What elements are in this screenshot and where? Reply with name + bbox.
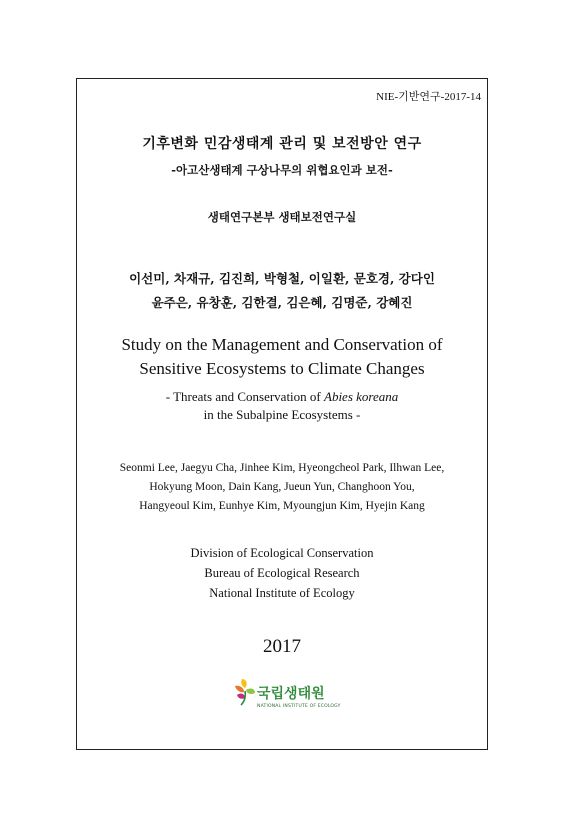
- organization-line-3: National Institute of Ecology: [209, 586, 355, 600]
- organization-line-1: Division of Ecological Conservation: [190, 546, 374, 560]
- english-subtitle-line-1: [77, 389, 487, 405]
- korean-authors-line-1: 이선미, 차재규, 김진희, 박형철, 이일환, 문호경, 강다인: [129, 271, 435, 286]
- english-title-line-2: Sensitive Ecosystems to Climate Changes: [139, 359, 425, 378]
- korean-authors-line-2: 윤주은, 유창훈, 김한결, 김은혜, 김명준, 강혜진: [151, 295, 413, 310]
- publication-year: 2017: [263, 636, 301, 657]
- english-authors-line-2: Hokyung Moon, Dain Kang, Jueun Yun, Changhoon You,: [149, 481, 415, 493]
- leaf-logo-icon: [233, 677, 257, 707]
- english-authors-line-3: Hangyeoul Kim, Eunhye Kim, Myoungjun Kim, Hyejin Kang: [139, 500, 425, 512]
- korean-title: 기후변화 민감생태계 관리 및 보전방안 연구: [142, 136, 422, 152]
- english-subtitle-line-2: in the Subalpine Ecosystems -: [203, 407, 361, 422]
- logo-name-english: NATIONAL INSTITUTE OF ECOLOGY: [257, 704, 341, 709]
- institute-logo: [233, 673, 343, 719]
- organization-line-2: Bureau of Ecological Research: [204, 566, 360, 580]
- english-subtitle-prefix: - Threats and Conservation of: [165, 389, 324, 404]
- korean-subtitle: -아고산생태계 구상나무의 위협요인과 보전-: [171, 163, 393, 177]
- english-title-line-1: Study on the Management and Conservation of: [121, 335, 443, 354]
- korean-division: 생태연구본부 생태보전연구실: [207, 210, 357, 224]
- english-subtitle-species: Abies koreana: [324, 389, 399, 404]
- logo-name-korean: 국립생태원: [257, 686, 325, 702]
- report-number: NIE-기반연구-2017-14: [376, 91, 481, 103]
- cover-frame: [76, 78, 488, 750]
- english-authors-line-1: Seonmi Lee, Jaegyu Cha, Jinhee Kim, Hyeongcheol Park, Ilhwan Lee,: [119, 462, 445, 474]
